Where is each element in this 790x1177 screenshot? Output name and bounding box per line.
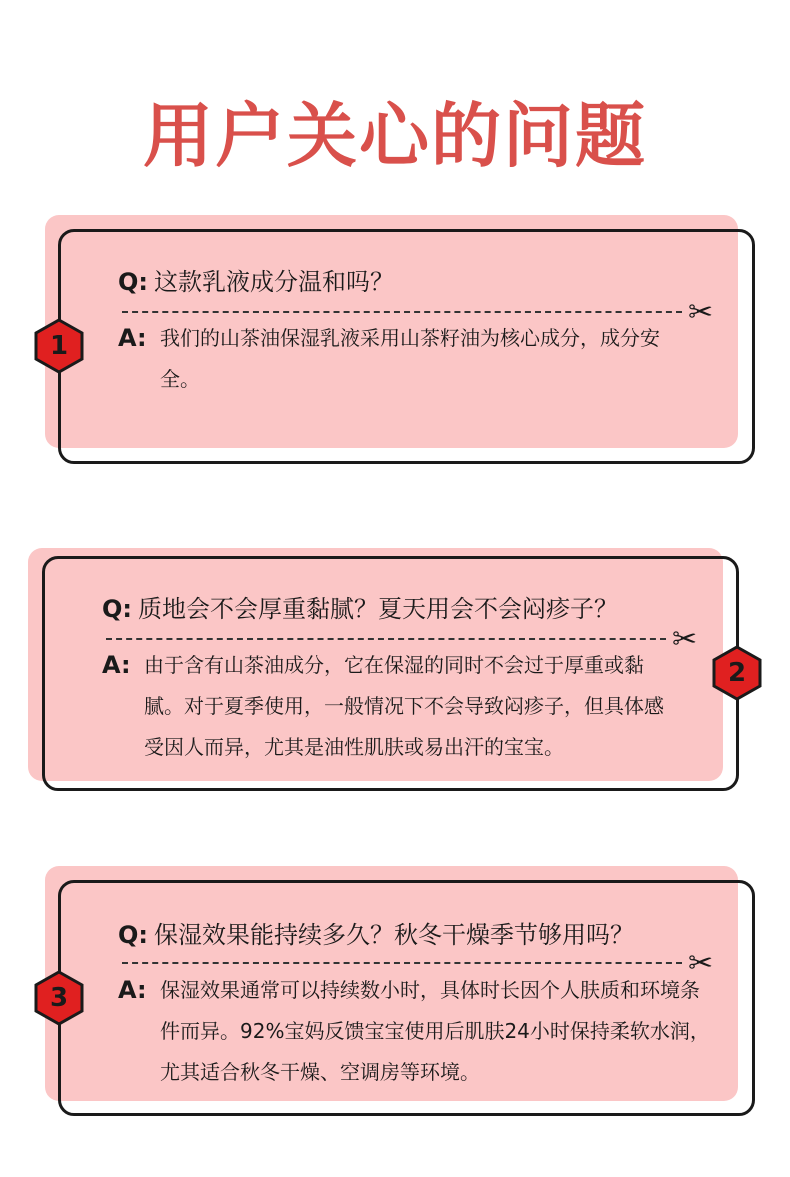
- question-text: [102, 589, 618, 624]
- answer-body: 我们的山茶油保湿乳液采用山茶籽油为核心成分，成分安全。: [160, 326, 660, 391]
- page-title: 用户关心的问题: [143, 95, 647, 177]
- question-label: Q:: [102, 595, 132, 623]
- number-badge: [34, 970, 84, 1026]
- question-text: [118, 262, 394, 297]
- badge-number: 2: [727, 658, 747, 688]
- answer-text: [102, 645, 682, 768]
- divider: [122, 311, 682, 313]
- scissors-icon: ✂: [688, 946, 714, 981]
- scissors-icon: ✂: [688, 295, 714, 330]
- question-body: 保湿效果能持续多久？秋冬干燥季节够用吗？: [154, 921, 634, 949]
- answer-text: [118, 970, 718, 1093]
- answer-label: A:: [102, 651, 131, 679]
- number-badge: [34, 318, 84, 374]
- question-label: Q:: [118, 921, 148, 949]
- answer-body: 由于含有山茶油成分，它在保湿的同时不会过于厚重或黏腻。对于夏季使用，一般情况下不会导致闷疹子，但具体感受因人而异，尤其是油性肌肤或易出汗的宝宝。: [144, 653, 664, 759]
- badge-number: 3: [49, 983, 69, 1013]
- badge-number: 1: [49, 331, 69, 361]
- divider: [106, 638, 666, 640]
- answer-text: [118, 318, 678, 400]
- scissors-icon: ✂: [672, 622, 698, 657]
- question-body: 这款乳液成分温和吗？: [154, 268, 394, 296]
- number-badge: [712, 645, 762, 701]
- answer-label: A:: [118, 976, 147, 1004]
- question-text: [118, 915, 634, 950]
- question-label: Q:: [118, 268, 148, 296]
- question-body: 质地会不会厚重黏腻？夏天用会不会闷疹子？: [138, 595, 618, 623]
- divider: [122, 962, 682, 964]
- answer-body: 保湿效果通常可以持续数小时，具体时长因个人肤质和环境条件而异。92%宝妈反馈宝宝使用后肌肤24小时保持柔软水润，尤其适合秋冬干燥、空调房等环境。: [160, 978, 710, 1084]
- answer-label: A:: [118, 324, 147, 352]
